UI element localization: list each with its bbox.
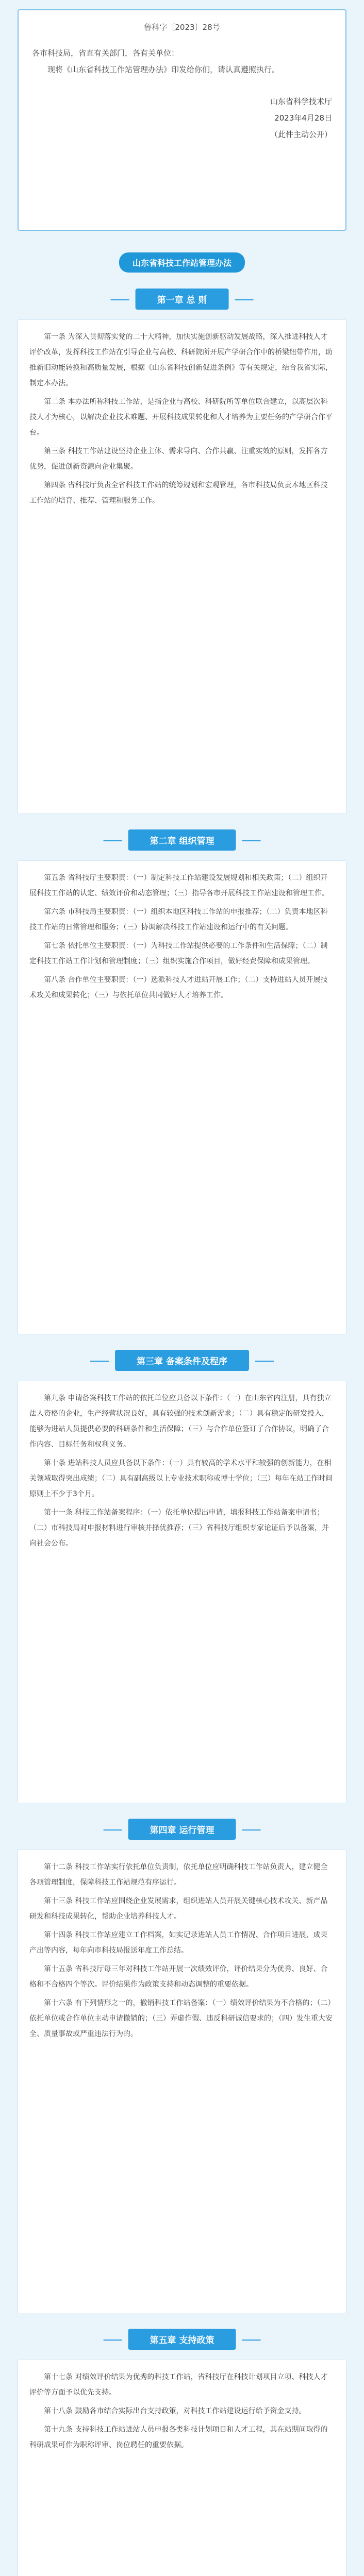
notice-body: 现将《山东省科技工作站管理办法》印发给你们，请认真遵照执行。	[47, 65, 280, 74]
paragraph: 第六条 市科技局主要职责：（一）组织本地区科技工作站的申报推荐；（二）负责本地区科技工作站的日常管理和服务；（三）协调解决科技工作站建设和运行中的有关问题。	[29, 908, 328, 931]
paragraph: 第三条 科技工作站建设坚持企业主体、需求导向、合作共赢、注重实效的原则，发挥各方优势，促进创新资源向企业集聚。	[29, 447, 328, 471]
paragraph: 第十条 进站科技人员应具备以下条件：（一）具有较高的学术水平和较强的创新能力，在相关领域取得突出成绩；（二）具有副高级以上专业技术职称或博士学位；（三）每年在站工作时间原则上不少于3个月。	[29, 1459, 333, 1498]
paragraph: 第十七条 对绩效评价结果为优秀的科技工作站，省科技厅在科技计划项目立项、科技人才评价等方面予以优先支持。	[29, 2373, 328, 2397]
chapter-body	[18, 319, 346, 814]
chapter-body	[18, 1850, 346, 2313]
paragraph: 第十九条 支持科技工作站进站人员申报各类科技计划项目和人才工程，其在站期间取得的科研成果可作为职称评审、岗位聘任的重要依据。	[29, 2426, 328, 2449]
notice-card	[18, 9, 346, 231]
paragraph: 第四条 省科技厅负责全省科技工作站的统筹规划和宏观管理，各市科技局负责本地区科技工作站的培育、推荐、管理和服务工作。	[29, 481, 328, 505]
paragraph: 第十六条 有下列情形之一的，撤销科技工作站备案：（一）绩效评价结果为不合格的；（二）依托单位或合作单位主动申请撤销的；（三）弄虚作假、违反科研诚信要求的；（四）发生重大安全、质量事故或严重违法行为的。	[29, 1999, 333, 2038]
paragraph: 第十一条 科技工作站备案程序：（一）依托单位提出申请，填报科技工作站备案申请书；（二）市科技局对申报材料进行审核并择优推荐；（三）省科技厅组织专家论证后予以备案，并向社会公布。	[29, 1509, 329, 1548]
paragraph: 第二条 本办法所称科技工作站，是指企业与高校、科研院所等单位联合建立，以高层次科技人才为核心，以解决企业技术难题、开展科技成果转化和人才培养为主要任务的产学研合作平台。	[29, 398, 333, 437]
chapter-title: 第一章 总 则	[136, 289, 229, 310]
paragraph: 第七条 依托单位主要职责：（一）为科技工作站提供必要的工作条件和生活保障；（二）制定科技工作站工作计划和管理制度；（三）组织实施合作项目，做好经费保障和成果管理。	[29, 942, 328, 965]
signer: 山东省科学技术厅	[270, 97, 332, 106]
chapter-body	[18, 1381, 346, 1803]
chapter-title: 第四章 运行管理	[128, 1819, 236, 1840]
paragraph: 第十二条 科技工作站实行依托单位负责制，依托单位应明确科技工作站负责人，建立健全各项管理制度，保障科技工作站规范有序运行。	[29, 1863, 328, 1887]
paragraph: 第一条 为深入贯彻落实党的二十大精神，加快实施创新驱动发展战略，深入推进科技人才评价改革，发挥科技工作站在引导企业与高校、科研院所开展产学研合作中的桥梁纽带作用，助推新旧动能转换和高质量发展，根据《山东省科技创新促进条例》等有关规定，结合我省实际，制定本办法。	[29, 333, 333, 387]
paragraph: 第八条 合作单位主要职责：（一）选派科技人才进站开展工作；（二）支持进站人员开展技术攻关和成果转化；（三）与依托单位共同做好人才培养工作。	[29, 976, 328, 999]
paragraph: 第十四条 科技工作站应建立工作档案，如实记录进站人员工作情况、合作项目进展、成果产出等内容，每年向市科技局报送年度工作总结。	[29, 1931, 328, 1955]
public-note: （此件主动公开）	[270, 130, 332, 139]
paragraph: 第五条 省科技厅主要职责：（一）制定科技工作站建设发展规划和相关政策；（二）组织开展科技工作站的认定、绩效评价和动态管理；（三）指导各市开展科技工作站建设和管理工作。	[29, 874, 329, 897]
doc-title: 山东省科技工作站管理办法	[119, 252, 245, 273]
sign-date: 2023年4月28日	[274, 113, 332, 123]
paragraph: 第十五条 省科技厅每三年对科技工作站开展一次绩效评价，评价结果分为优秀、良好、合格和不合格四个等次。评价结果作为政策支持和动态调整的重要依据。	[29, 1965, 328, 1989]
chapter-title: 第三章 备案条件及程序	[115, 1350, 249, 1371]
salutation: 各市科技局，省直有关部门，各有关单位：	[32, 48, 179, 58]
chapter-body	[18, 2360, 346, 2576]
paragraph: 第十八条 鼓励各市结合实际出台支持政策，对科技工作站建设运行给予资金支持。	[44, 2407, 306, 2415]
paragraph: 第十三条 科技工作站应围绕企业发展需求，组织进站人员开展关键核心技术攻关、新产品研发和科技成果转化，帮助企业培养科技人才。	[29, 1897, 328, 1921]
chapter-title: 第二章 组织管理	[128, 829, 236, 851]
chapter-title: 第五章 支持政策	[128, 2329, 236, 2350]
paragraph: 第九条 申请备案科技工作站的依托单位应具备以下条件：（一）在山东省内注册，具有独立法人资格的企业，生产经营状况良好，具有较强的技术创新需求；（二）具有稳定的研发投入，能够为进站人员提供必要的科研条件和生活保障；（三）与合作单位签订了合作协议，明确了合作内容、目标任务和权利义务。	[29, 1394, 332, 1449]
doc-number: 鲁科字〔2023〕28号	[144, 23, 220, 32]
chapter-body	[18, 860, 346, 1334]
